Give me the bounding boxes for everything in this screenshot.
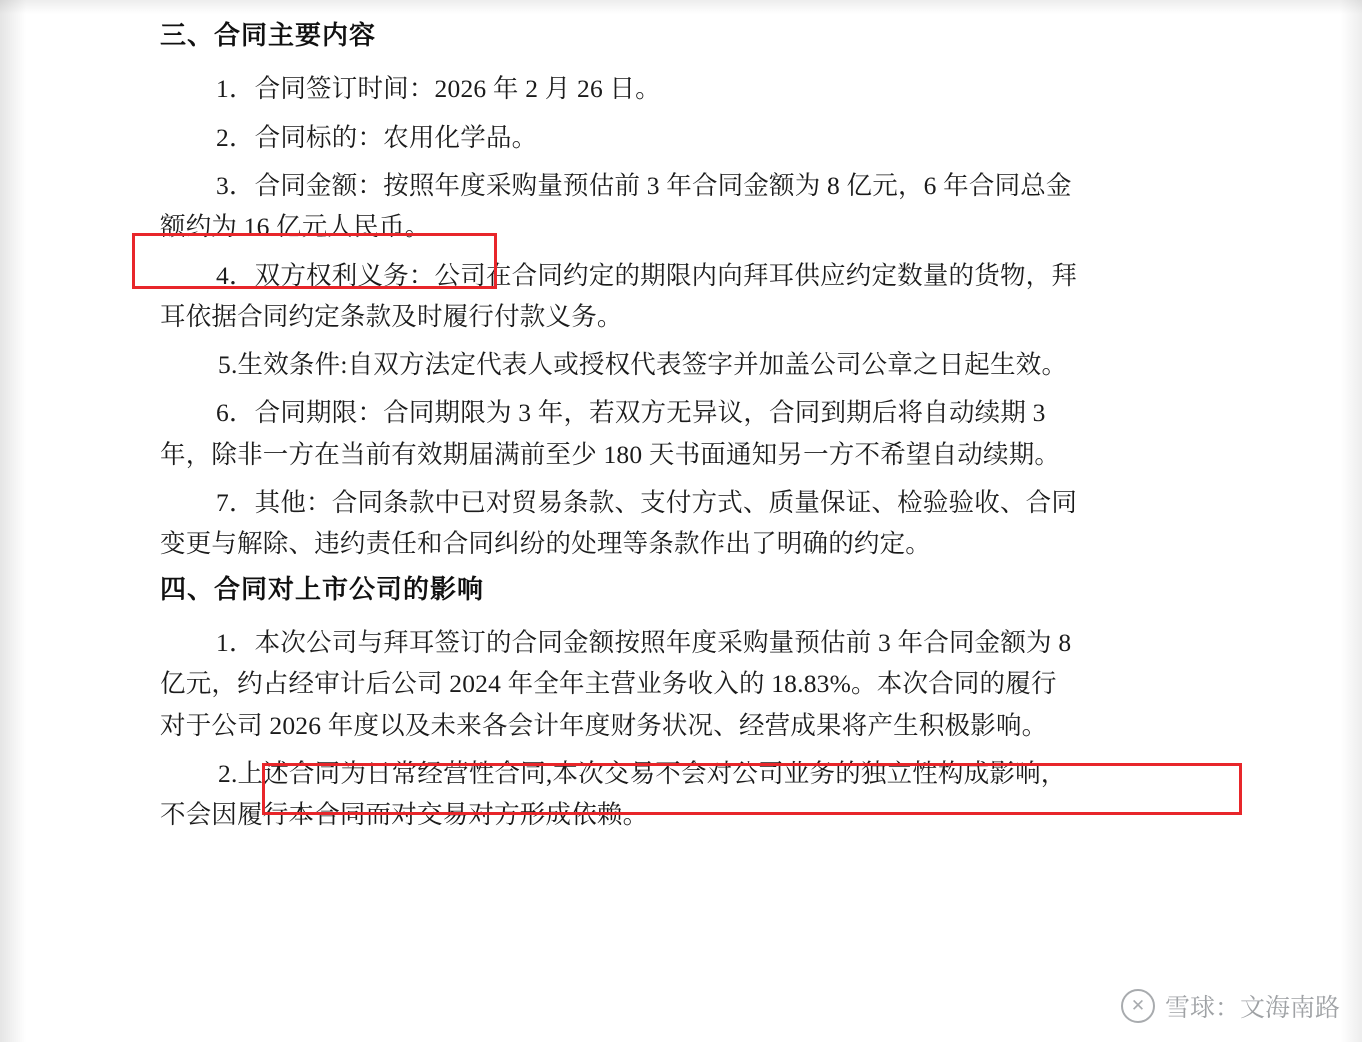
- clause-3-line-1: 3．合同金额：按照年度采购量预估前 3 年合同金额为 8 亿元，6 年合同总金: [216, 170, 1072, 200]
- clause-6-line-2: 年，除非一方在当前有效期届满前至少 180 天书面通知另一方不希望自动续期。: [160, 439, 1061, 469]
- clause-6-line-1: 6．合同期限：合同期限为 3 年，若双方无异议，合同到期后将自动续期 3: [216, 398, 1046, 428]
- xueqiu-logo-icon: ✕: [1121, 989, 1155, 1023]
- impact-item-1-line-1: 1．本次公司与拜耳签订的合同金额按照年度采购量预估前 3 年合同金额为 8: [216, 628, 1072, 658]
- clause-3: [160, 165, 1238, 248]
- impact-item-2: [160, 753, 1238, 836]
- clause-6: [160, 392, 1238, 475]
- clause-3-line-2: 额约为 16 亿元人民币。: [160, 212, 431, 242]
- clause-5-text: 5.生效条件:自双方法定代表人或授权代表签字并加盖公司公章之日起生效。: [218, 350, 1068, 380]
- page-edge-shadow-top: [0, 0, 1362, 14]
- page-edge-shadow-left: [0, 0, 26, 1042]
- impact-item-1-line-3: 对于公司 2026 年度以及未来各会计年度财务状况、经营成果将产生积极影响。: [160, 710, 1048, 740]
- watermark-text: 雪球：文海南路: [1164, 993, 1340, 1022]
- clause-5: [160, 344, 1238, 385]
- watermark: [1121, 988, 1340, 1024]
- clause-2-text: 2．合同标的：农用化学品。: [216, 122, 538, 152]
- clause-4-line-2: 耳依据合同约定条款及时履行付款义务。: [160, 301, 623, 331]
- clause-7-line-1: 7．其他：合同条款中已对贸易条款、支付方式、质量保证、检验验收、合同: [216, 488, 1078, 518]
- clause-2: [160, 117, 1238, 158]
- impact-item-1: [160, 622, 1238, 746]
- impact-item-2-line-1: 2.上述合同为日常经营性合同,本次交易不会对公司业务的独立性构成影响，: [218, 758, 1067, 788]
- clause-7: [160, 482, 1238, 565]
- clause-1: [160, 68, 1238, 109]
- clause-7-line-2: 变更与解除、违约责任和合同纠纷的处理等条款作出了明确的约定。: [160, 529, 932, 559]
- section-three-heading: 三、合同主要内容: [160, 21, 377, 51]
- impact-item-2-line-2: 不会因履行本合同而对交易对方形成依赖。: [160, 800, 649, 830]
- clause-4: [160, 255, 1238, 338]
- page-edge-shadow-right: [1340, 0, 1362, 1042]
- impact-item-1-line-2: 亿元，约占经审计后公司 2024 年全年主营业务收入的 18.83%。本次合同的履行: [160, 669, 1057, 699]
- clause-1-text: 1．合同签订时间：2026 年 2 月 26 日。: [216, 74, 661, 104]
- document-body: [160, 18, 1238, 843]
- clause-4-line-1: 4．双方权利义务：公司在合同约定的期限内向拜耳供应约定数量的货物，拜: [216, 260, 1078, 290]
- section-four-heading: 四、合同对上市公司的影响: [160, 574, 485, 605]
